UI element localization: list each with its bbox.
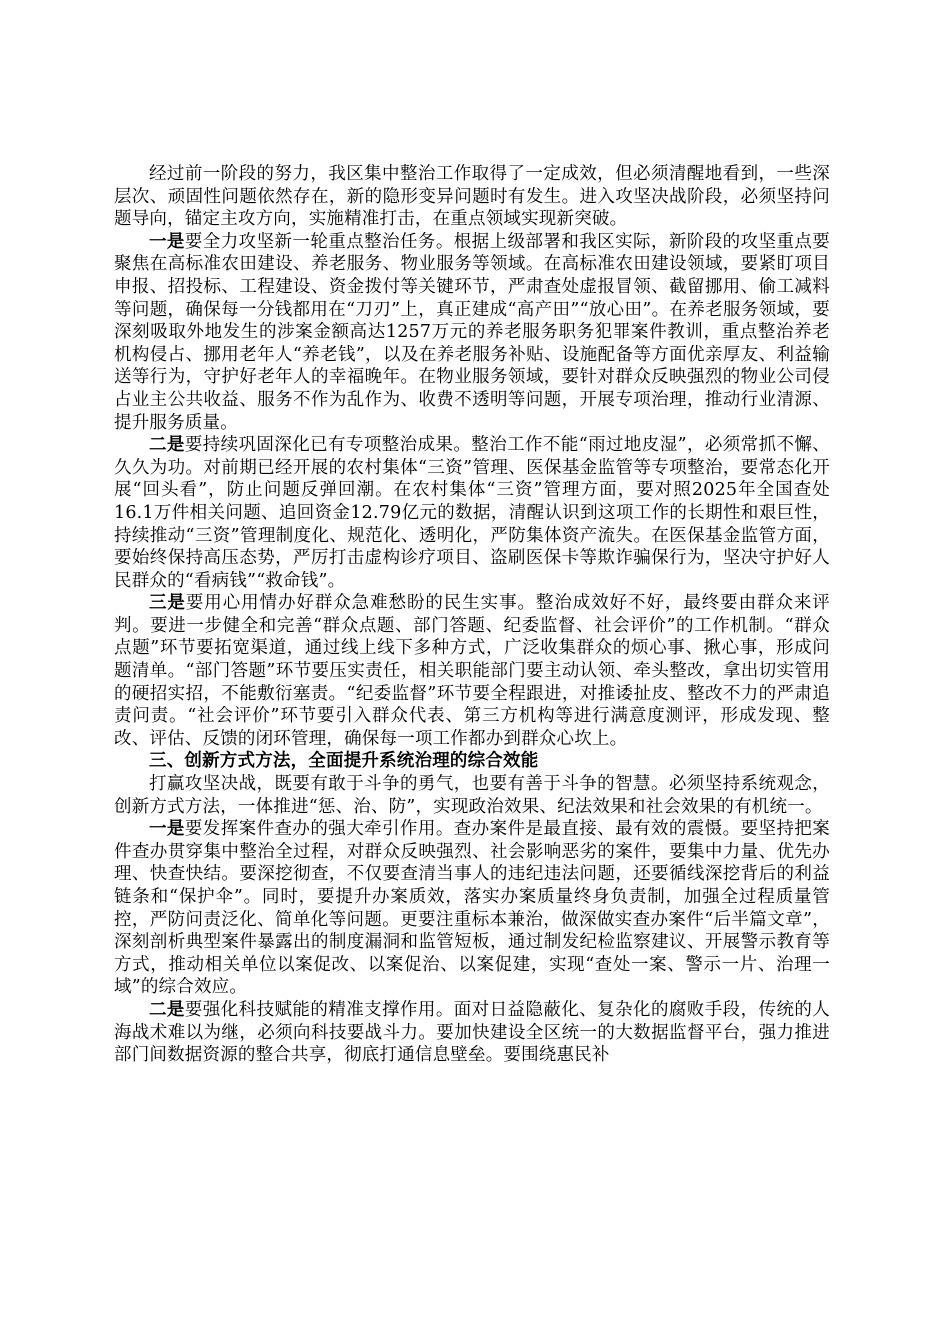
paragraph-text: 经过前一阶段的努力，我区集中整治工作取得了一定成效，但必须清醒地看到，一些深层次、顽固性问题依然存在，新的隐形变异问题时有发生。进入攻坚决战阶段，必须坚持问题导向，锚定主攻方向，实施精准打击，在重点领域实现新突破。 xyxy=(114,164,830,230)
paragraph-text: 要用心用情办好群众急难愁盼的民生实事。整治成效好不好，最终要由群众来评判。要进一步健全和完善“群众点题、部门答题、纪委监督、社会评价”的工作机制。“群众点题”环节要拓宽渠道，通过线上线下多种方式，广泛收集群众的烦心事、揪心事，形成问题清单。“部门答题”环节要压实责任，相关职能部门要主动认领、牵头整改，拿出切实管用的硬招实招，不能敷衍塞责。“纪委监督”环节要全程跟进，对推诿扯皮、整改不力的严肃追责问责。“社会评价”环节要引入群众代表、第三方机构等进行满意度测评，形成发现、整改、评估、反馈的闭环管理，确保每一项工作都办到群众心坎上。 xyxy=(114,593,831,749)
paragraph-text: 要发挥案件查办的强大牵引作用。查办案件是最直接、最有效的震慑。要坚持把案件查办贯穿集中整治全过程，对群众反映强烈、社会影响恶劣的案件，要集中力量、优先办理、快查快结。要深挖彻查，不仅要查清当事人的违纪违法问题，还要循线深挖背后的利益链条和“保护伞”。同时，要提升办案质效，落实办案质量终身负责制，加强全过程质量管控，严防问责泛化、简单化等问题。更要注重标本兼治，做深做实查办案件“后半篇文章”，深刻剖析典型案件暴露出的制度漏洞和监管短板，通过制发纪检监察建议、开展警示教育等方式，推动相关单位以案促改、以案促治、以案促建，实现“查处一案、警示一片、治理一域”的综合效应。 xyxy=(114,819,830,998)
paragraph-method-one xyxy=(114,818,830,999)
paragraph-text: 要持续巩固深化已有专项整治成果。整治工作不能“雨过地皮湿”，必须常抓不懈、久久为功。对前期已经开展的农村集体“三资”管理、医保基金监管等专项整治，要常态化开展“回头看”，防止问题反弹回潮。在农村集体“三资”管理方面，要对照2025年全国查处16.1万件相关问题、追回资金12.79亿元的数据，清醒认识到这项工作的长期性和艰巨性，持续推动“三资”管理制度化、规范化、透明化，严防集体资产流失。在医保基金监管方面，要始终保持高压态势，严厉打击虚构诊疗项目、盗刷医保卡等欺诈骗保行为，坚决守护好人民群众的“看病钱”“救命钱”。 xyxy=(114,435,830,591)
section-heading: 三、创新方式方法，全面提升系统治理的综合效能 xyxy=(149,751,539,772)
paragraph-task-one xyxy=(114,231,830,434)
paragraph-intro xyxy=(114,163,830,231)
paragraph-lead: 一是 xyxy=(149,819,185,840)
paragraph-task-two xyxy=(114,434,830,592)
paragraph-method-two xyxy=(114,999,830,1067)
paragraph-lead: 二是 xyxy=(149,435,185,456)
paragraph-text: 打赢攻坚决战，既要有敢于斗争的勇气，也要有善于斗争的智慧。必须坚持系统观念，创新方式方法，一体推进“惩、治、防”，实现政治效果、纪法效果和社会效果的有机统一。 xyxy=(114,774,830,817)
document-body xyxy=(114,163,830,1067)
paragraph-text: 要强化科技赋能的精准支撑作用。面对日益隐蔽化、复杂化的腐败手段，传统的人海战术难以为继，必须向科技要战斗力。要加快建设全区统一的大数据监督平台，强力推进部门间数据资源的整合共享，彻底打通信息壁垒。要围绕惠民补 xyxy=(114,999,830,1066)
paragraph-task-three xyxy=(114,592,830,750)
paragraph-lead: 二是 xyxy=(149,999,185,1020)
paragraph-lead: 一是 xyxy=(149,231,185,252)
paragraph-text: 要全力攻坚新一轮重点整治任务。根据上级部署和我区实际，新阶段的攻坚重点要聚焦在高标准农田建设、养老服务、物业服务等领域。在高标准农田建设领域，要紧盯项目申报、招投标、工程建设、资金拨付等关键环节，严肃查处虚报冒领、截留挪用、偷工减料等问题，确保每一分钱都用在“刀刃”上，真正建成“高产田”“放心田”。在养老服务领域，要深刻吸取外地发生的涉案金额高达1257万元的养老服务职务犯罪案件教训，重点整治养老机构侵占、挪用老年人“养老钱”，以及在养老服务补贴、设施配备等方面优亲厚友、利益输送等行为，守护好老年人的幸福晚年。在物业服务领域，要针对群众反映强烈的物业公司侵占业主公共收益、服务不作为乱作为、收费不透明等问题，开展专项治理，推动行业清源、提升服务质量。 xyxy=(114,231,830,433)
paragraph-lead: 三是 xyxy=(149,593,186,614)
paragraph-section-intro xyxy=(114,773,830,818)
